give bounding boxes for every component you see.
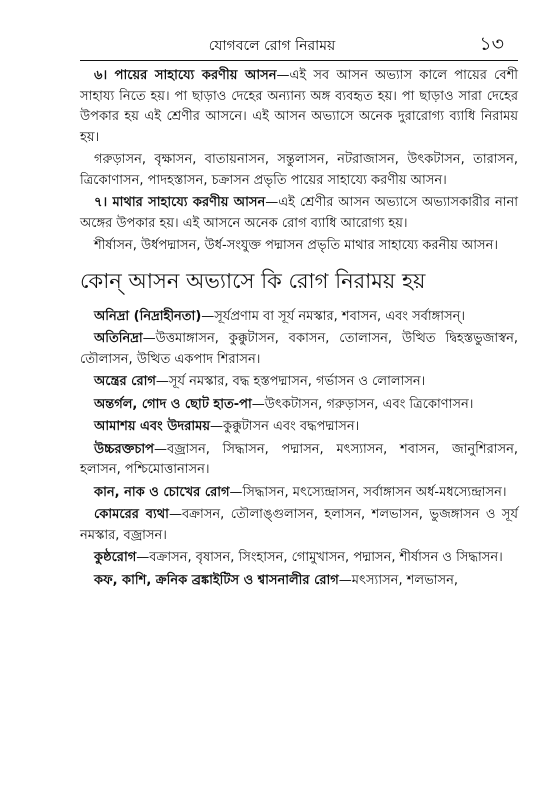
entry-disease: কুষ্ঠরোগ — [94, 550, 137, 565]
entry-disease: কোমরের ব্যথা — [94, 507, 169, 522]
entry-remedy: —মৎস্যাসন, শলভাসন, — [338, 572, 459, 588]
entry — [80, 483, 518, 504]
page-body — [80, 66, 518, 593]
section-7-list: শীর্ষাসন, উর্ধপদ্মাসন, উর্ধ-সংযুক্ত পদ্মাসন প্রভৃতি মাথার সাহায্যে করনীয় আসন। — [94, 238, 499, 253]
page-number: ১৩ — [479, 33, 504, 55]
section-7-paragraph — [80, 193, 518, 234]
entry-disease: অন্তর্গল, গোদ ও ছোট হাত-পা — [94, 396, 252, 412]
entry-remedy: —সূর্য নমস্কার, বদ্ধ হস্তপদ্মাসন, গর্ভাসন ও লোলাসন। — [155, 374, 426, 389]
entry-disease: আমাশয় এবং উদরাময় — [94, 419, 211, 434]
entry — [80, 395, 518, 416]
header-rule — [80, 60, 518, 61]
entry-disease: কান, নাক ও চোখের রোগ — [94, 484, 230, 500]
entry-remedy: —উত্তমাঙ্গাসন, কুক্কুটাসন, বকাসন, তোলাসন, উত্থিত দ্বিহস্তভুজাস্বন, তৌলাসন, উত্থিত একপাদ শিরাসন। — [80, 331, 518, 367]
entry — [80, 307, 518, 328]
entry-disease: অনিদ্রা (নিদ্রাহীনতা) — [94, 308, 202, 324]
section-6-paragraph — [80, 66, 518, 148]
entry-remedy: —কুক্কুটাসন এবং বদ্ধপদ্মাসন। — [210, 419, 360, 434]
entry-disease: অন্ত্রের রোগ — [94, 374, 156, 389]
entry — [80, 548, 518, 569]
entry-remedy: —উৎকটাসন, গরুড়াসন, এবং ত্রিকোণাসন। — [251, 396, 474, 412]
section-7-heading: ৭। মাথার সাহায্যে করণীয় আসন — [94, 195, 266, 210]
section-6-heading: ৬। পায়ের সাহায্যে করণীয় আসন — [94, 68, 277, 83]
entry — [80, 417, 518, 438]
section-6-text: —এই সব আসন অভ্যাস কালে পায়ের বেশী সাহায্য নিতে হয়। পা ছাড়াও দেহের অন্যান্য অঙ্গ ব্যবহৃত হয়। পা ছাড়াও সারা দেহের উপকার হয় এই শ্রেণীর আসনে। এই আসন অভ্যাসে অনেক দুরারোগ্য ব্যাধি নিরাময় হয়। — [80, 68, 518, 145]
section-6-list: গরুড়াসন, বৃক্ষাসন, বাতায়নাসন, সন্তুলাসন, নটরাজাসন, উৎকটাসন, তারাসন, ত্রিকোণাসন, পাদহস্তাসন, চক্রাসন প্রভৃতি পায়ের সাহায্যে করণীয় আসন। — [80, 152, 518, 188]
entry-disease: উচ্চরক্তচাপ — [94, 441, 154, 457]
entry-remedy: —সূর্যপ্রণাম বা সূর্য নমস্কার, শবাসন, এবং সর্বাঙ্গাসন্। — [201, 308, 466, 324]
entry-remedy: —বক্রাসন, তৌলাঙ্গুলাসন, হলাসন, শলভাসন, ভুজঙ্গাসন ও সূর্য নমস্কার, বজ্রাসন। — [80, 507, 518, 543]
entry — [80, 372, 518, 393]
entry — [80, 505, 518, 546]
entry-remedy: —সিদ্ধাসন, মৎস্যেন্দ্রাসন, সর্বাঙ্গাসন অর্ধ-মধস্যেন্দ্রাসন। — [229, 484, 507, 500]
entry-disease: কফ, কাশি, ক্রনিক ব্রঙ্কাইটিস ও শ্বাসনালীর রোগ — [94, 572, 339, 588]
entry — [80, 440, 518, 481]
entry — [80, 329, 518, 370]
section-title: কোন্ আসন অভ্যাসে কি রোগ নিরাময় হয় — [80, 268, 426, 293]
section-7-text: —এই শ্রেণীর আসন অভ্যাসে অভ্যাসকারীর নানা অঙ্গের উপকার হয়। এই আসনে অনেক রোগ ব্যাধি আরোগ্য হয়। — [80, 195, 519, 231]
entry-disease: অতিনিদ্রা — [94, 331, 143, 346]
running-title: যোগবলে রোগ নিরাময় — [208, 38, 336, 54]
entry — [80, 571, 518, 592]
entry-remedy: —বজ্রাসন, সিদ্ধাসন, পদ্মাসন, মৎস্যাসন, শবাসন, জানুশিরাসন, হলাসন, পশ্চিমোত্তানাসন। — [80, 441, 518, 477]
entry-remedy: —বক্রাসন, বৃষাসন, সিংহাসন, গোমুখাসন, পদ্মাসন, শীর্ষাসন ও সিদ্ধাসন। — [136, 550, 503, 565]
